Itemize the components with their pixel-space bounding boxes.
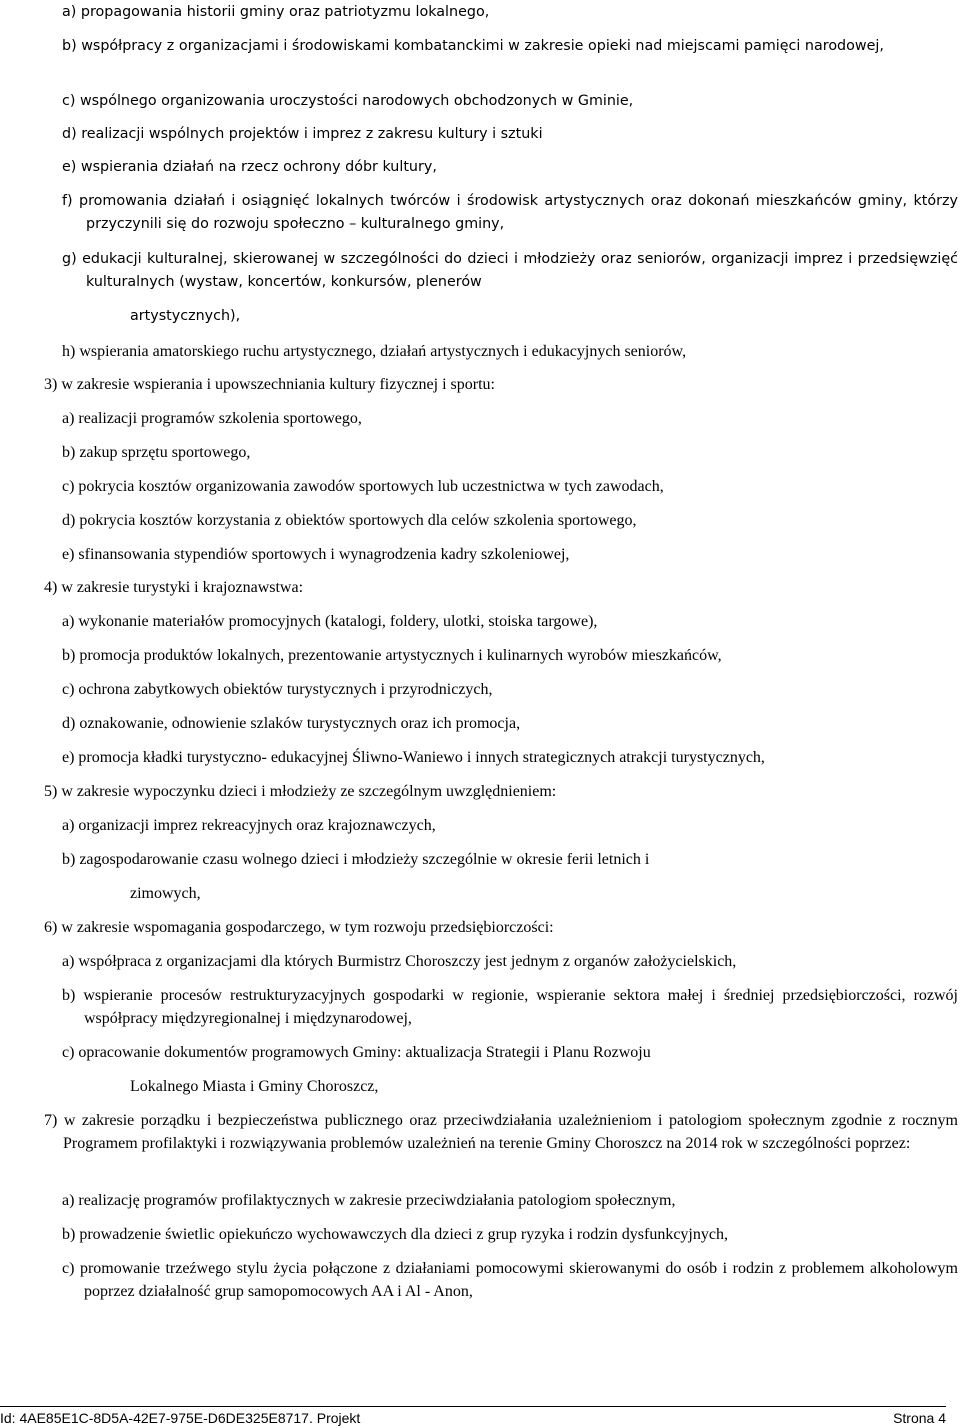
paragraph-tourism-e: e) promocja kładki turystyczno- edukacyjnej Śliwno-Waniewo i innych strategicznych atrakcji turystycznych, <box>62 749 765 766</box>
paragraph-security-b: b) prowadzenie świetlic opiekuńczo wychowawczych dla dzieci z grup ryzyka i rodzin dysfunkcyjnych, <box>62 1226 728 1243</box>
footer-divider <box>0 1406 946 1407</box>
paragraph-h-amateur: h) wspierania amatorskiego ruchu artystycznego, działań artystycznych i edukacyjnych seniorów, <box>62 343 687 360</box>
paragraph-sport-a: a) realizacji programów szkolenia sportowego, <box>62 410 362 427</box>
paragraph-c-ceremonies: c) wspólnego organizowania uroczystości narodowych obchodzonych w Gminie, <box>62 93 634 109</box>
paragraph-sport-b: b) zakup sprzętu sportowego, <box>62 444 251 461</box>
paragraph-g-continuation: artystycznych), <box>130 308 241 324</box>
section-4-tourism: 4) w zakresie turystyki i krajoznawstwa: <box>44 579 304 596</box>
document-id: Id: 4AE85E1C-8D5A-42E7-975E-D6DE325E8717. Projekt <box>0 1410 361 1426</box>
paragraph-leisure-a: a) organizacji imprez rekreacyjnych oraz krajoznawczych, <box>62 817 436 834</box>
paragraph-tourism-b: b) promocja produktów lokalnych, prezentowanie artystycznych i kulinarnych wyrobów mieszkańców, <box>62 647 722 664</box>
paragraph-e-heritage: e) wspierania działań na rzecz ochrony dóbr kultury, <box>62 159 437 175</box>
paragraph-f-artists: f) promowania działań i osiągnięć lokalnych twórców i środowisk artystycznych oraz dokonań mieszkańców gminy, którzy przyczynili się do rozwoju społeczno – kulturalnego gminy, <box>62 193 958 232</box>
section-7-security: 7) w zakresie porządku i bezpieczeństwa publicznego oraz przeciwdziałania uzależnieniom i patologiom społecznym zgodnie z rocznym Programem profilaktyki i rozwiązywania problemów uzależnień na terenie Gminy Choroszcz na 2014 rok w szczególności poprzez: <box>44 1112 958 1152</box>
section-6-economy: 6) w zakresie wspomagania gospodarczego, w tym rozwoju przedsiębiorczości: <box>44 919 554 936</box>
paragraph-tourism-c: c) ochrona zabytkowych obiektów turystycznych i przyrodniczych, <box>62 681 493 698</box>
paragraph-b-veterans: b) współpracy z organizacjami i środowiskami kombatanckimi w zakresie opieki nad miejscami pamięci narodowej, <box>62 38 884 54</box>
paragraph-a-history: a) propagowania historii gminy oraz patriotyzmu lokalnego, <box>62 4 490 20</box>
paragraph-d-projects: d) realizacji wspólnych projektów i imprez z zakresu kultury i sztuki <box>62 126 543 142</box>
paragraph-economy-c: c) opracowanie dokumentów programowych Gminy: aktualizacja Strategii i Planu Rozwoju <box>62 1044 651 1061</box>
paragraph-leisure-b: b) zagospodarowanie czasu wolnego dzieci i młodzieży szczególnie w okresie ferii letnich i <box>62 851 650 868</box>
paragraph-sport-d: d) pokrycia kosztów korzystania z obiektów sportowych dla celów szkolenia sportowego, <box>62 512 637 529</box>
section-3-sport: 3) w zakresie wspierania i upowszechniania kultury fizycznej i sportu: <box>44 376 495 393</box>
section-5-leisure: 5) w zakresie wypoczynku dzieci i młodzieży ze szczególnym uwzględnieniem: <box>44 783 557 800</box>
paragraph-tourism-a: a) wykonanie materiałów promocyjnych (katalogi, foldery, ulotki, stoiska targowe), <box>62 613 598 630</box>
paragraph-economy-b: b) wspieranie procesów restrukturyzacyjnych gospodarki w regionie, wspieranie sektora małej i średniej przedsiębiorczości, rozwój współpracy międzyregionalnej i międzynarodowej, <box>62 987 958 1027</box>
paragraph-sport-e: e) sfinansowania stypendiów sportowych i wynagrodzenia kadry szkoleniowej, <box>62 546 570 563</box>
paragraph-security-c: c) promowanie trzeźwego stylu życia połączone z działaniami pomocowymi skierowanymi do osób i rodzin z problemem alkoholowym poprzez działalność grup samopomocowych AA i Al - Anon, <box>62 1260 958 1300</box>
paragraph-sport-c: c) pokrycia kosztów organizowania zawodów sportowych lub uczestnictwa w tych zawodach, <box>62 478 664 495</box>
page-number: Strona 4 <box>893 1410 946 1426</box>
paragraph-security-a: a) realizację programów profilaktycznych w zakresie przeciwdziałania patologiom społecznym, <box>62 1192 676 1209</box>
paragraph-g-education: g) edukacji kulturalnej, skierowanej w szczególności do dzieci i młodzieży oraz seniorów, organizacji imprez i przedsięwzięć kulturalnych (wystaw, koncertów, konkursów, plenerów <box>62 251 958 290</box>
paragraph-leisure-b-continuation: zimowych, <box>130 885 201 902</box>
paragraph-economy-c-continuation: Lokalnego Miasta i Gminy Choroszcz, <box>130 1078 379 1095</box>
paragraph-tourism-d: d) oznakowanie, odnowienie szlaków turystycznych oraz ich promocja, <box>62 715 521 732</box>
paragraph-economy-a: a) współpraca z organizacjami dla których Burmistrz Choroszczy jest jednym z organów założycielskich, <box>62 953 737 970</box>
